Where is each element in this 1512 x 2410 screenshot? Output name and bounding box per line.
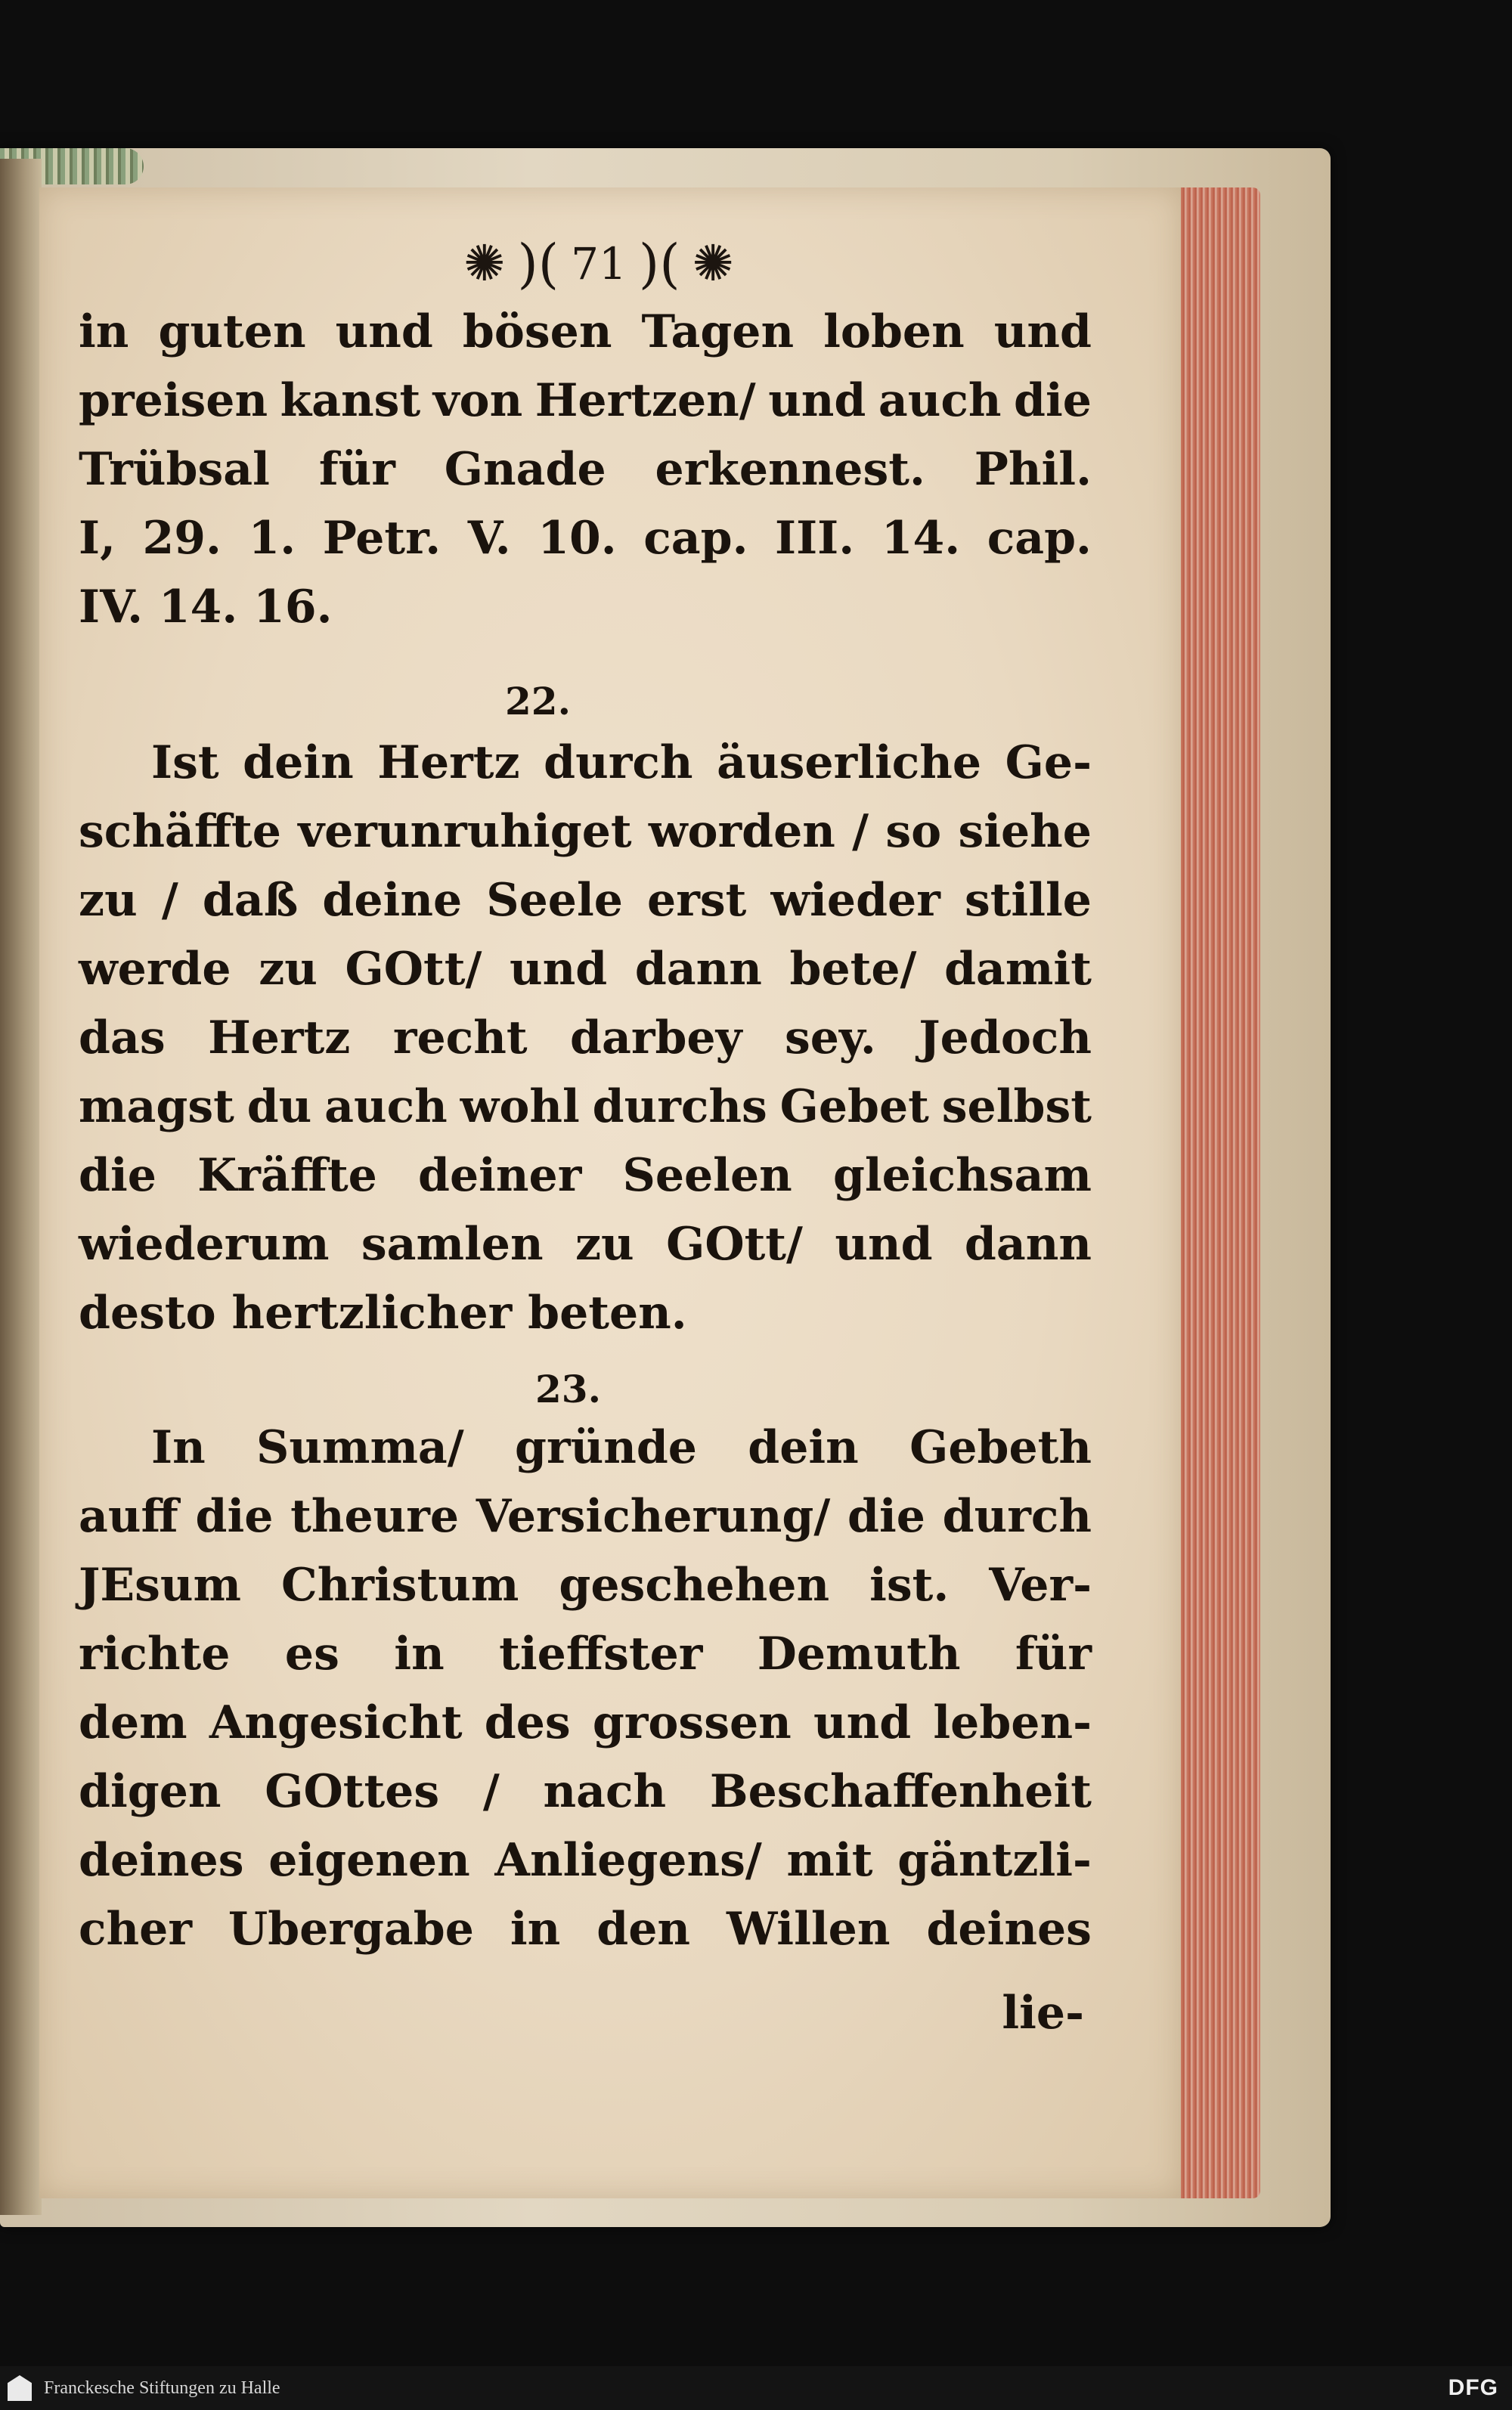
word: recht: [392, 1011, 528, 1064]
word: dein: [748, 1421, 859, 1474]
word: deines: [926, 1903, 1092, 1956]
word: samlen: [361, 1218, 544, 1271]
dfg-logo: DFG: [1448, 2375, 1498, 2400]
word: deine: [322, 874, 463, 927]
word: das: [79, 1011, 166, 1064]
word: auch: [324, 1080, 448, 1133]
word: und: [813, 1696, 912, 1749]
word: Tagen: [641, 305, 795, 358]
word: zu: [575, 1218, 634, 1271]
word: Jedoch: [919, 1011, 1092, 1064]
intro-paragraph: [79, 298, 1092, 642]
word: äuserliche: [717, 736, 982, 789]
word: Gebet: [779, 1080, 929, 1133]
word: ist.: [869, 1559, 950, 1612]
footer-bar: [0, 2366, 1512, 2410]
word: dein: [243, 736, 354, 789]
word: JEsum: [79, 1559, 242, 1612]
word: des: [484, 1696, 571, 1749]
word: für: [1015, 1628, 1092, 1680]
word: tieffster: [499, 1628, 703, 1680]
word: theure: [290, 1490, 460, 1543]
word: darbey: [570, 1011, 742, 1064]
word: die: [847, 1490, 925, 1543]
word: Gnade: [444, 443, 606, 496]
word: loben: [823, 305, 965, 358]
institution-logo-icon: [8, 2375, 32, 2401]
text-line: [79, 866, 1092, 935]
word: 1.: [248, 512, 296, 565]
word: Hertzen/: [534, 374, 756, 427]
word: Angesicht: [209, 1696, 463, 1749]
word: gleichsam: [832, 1149, 1092, 1202]
word: stille: [964, 874, 1092, 927]
word: Beschaffenheit: [709, 1765, 1092, 1818]
word: mit: [786, 1834, 873, 1887]
word: zu: [259, 943, 318, 996]
section-number-22: 22.: [505, 679, 571, 723]
word: richte: [79, 1628, 231, 1680]
text-line: [79, 1004, 1092, 1073]
word: geschehen: [559, 1559, 830, 1612]
word: Gebeth: [909, 1421, 1092, 1474]
word: cher: [79, 1903, 192, 1956]
text-line: [79, 1895, 1092, 1964]
word: I,: [79, 512, 116, 565]
word: preisen: [79, 374, 268, 427]
word: und: [768, 374, 866, 427]
word: 14.: [881, 512, 961, 565]
word: Christum: [281, 1559, 519, 1612]
institution-name: Franckesche Stiftungen zu Halle: [44, 2378, 280, 2398]
word: in: [510, 1903, 561, 1956]
catchword: lie-: [1002, 1987, 1084, 2040]
word: /: [161, 874, 178, 927]
word: /: [482, 1765, 500, 1818]
word: V.: [467, 512, 511, 565]
text-line: [79, 1758, 1092, 1826]
text-line: [79, 1073, 1092, 1141]
word: Petr.: [322, 512, 442, 565]
word: dem: [79, 1696, 187, 1749]
word: worden: [648, 805, 835, 858]
page-number: 71: [571, 238, 627, 290]
text-line: [79, 935, 1092, 1004]
word: Ist: [151, 736, 219, 789]
word: Willen: [726, 1903, 891, 1956]
word: digen: [79, 1765, 222, 1818]
word: gäntzli-: [897, 1834, 1092, 1887]
word: grossen: [592, 1696, 792, 1749]
word: GOtt/: [666, 1218, 803, 1271]
word: GOtt/: [345, 943, 482, 996]
word: Anliegens/: [494, 1834, 762, 1887]
word: und: [510, 943, 608, 996]
text-line: [79, 1210, 1092, 1279]
word: erkennest.: [655, 443, 925, 496]
text-line: [79, 1551, 1092, 1620]
word: Summa/: [256, 1421, 464, 1474]
word: leben-: [933, 1696, 1092, 1749]
word: wohl: [460, 1080, 580, 1133]
word: III.: [775, 512, 855, 565]
text-line: [79, 1141, 1092, 1210]
word: deines: [79, 1834, 244, 1887]
word: so: [885, 805, 942, 858]
word: dann: [964, 1218, 1092, 1271]
text-line: [79, 298, 1092, 367]
word: kanst: [280, 374, 421, 427]
word: schäffte: [79, 805, 281, 858]
word: den: [596, 1903, 691, 1956]
word: deiner: [418, 1149, 582, 1202]
word: Ubergabe: [228, 1903, 474, 1956]
word: gründe: [515, 1421, 697, 1474]
paren-left: )(: [517, 233, 559, 295]
text-line: [79, 504, 1092, 573]
word: in: [79, 305, 129, 358]
section-22-paragraph: [79, 729, 1092, 1348]
word: durch: [942, 1490, 1092, 1543]
word: werde: [79, 943, 231, 996]
text-line: desto hertzlicher beten.: [79, 1287, 687, 1340]
section-23-paragraph: [79, 1414, 1092, 1964]
text-line: [79, 1414, 1092, 1482]
text-line: [79, 729, 1092, 798]
word: Phil.: [974, 443, 1092, 496]
word: GOttes: [265, 1765, 440, 1818]
word: dann: [634, 943, 762, 996]
word: eigenen: [268, 1834, 470, 1887]
word: bete/: [789, 943, 917, 996]
word: in: [394, 1628, 445, 1680]
text-line: [79, 1482, 1092, 1551]
rosette-ornament-icon: ✺: [463, 234, 506, 293]
word: zu: [79, 874, 138, 927]
page-header: [402, 230, 795, 298]
word: die: [1014, 374, 1092, 427]
word: siehe: [958, 805, 1092, 858]
word: nach: [543, 1765, 667, 1818]
word: erst: [647, 874, 747, 927]
word: und: [335, 305, 433, 358]
word: die: [79, 1149, 156, 1202]
paren-right: )(: [638, 233, 680, 295]
text-line: [79, 1689, 1092, 1758]
word: cap.: [643, 512, 748, 565]
word: auff: [79, 1490, 178, 1543]
book-page: [39, 187, 1181, 2198]
word: damit: [944, 943, 1092, 996]
word: Kräffte: [197, 1149, 377, 1202]
word: bösen: [462, 305, 612, 358]
word: Seelen: [622, 1149, 792, 1202]
word: Ge-: [1005, 736, 1092, 789]
text-line: [79, 1826, 1092, 1895]
word: wiederum: [79, 1218, 330, 1271]
text-line: IV. 14. 16.: [79, 581, 333, 633]
word: cap.: [987, 512, 1092, 565]
word: verunruhiget: [298, 805, 632, 858]
word: selbst: [941, 1080, 1092, 1133]
word: Hertz: [208, 1011, 351, 1064]
word: 29.: [142, 512, 222, 565]
word: wieder: [770, 874, 940, 927]
word: daß: [202, 874, 299, 927]
text-line: [79, 1620, 1092, 1689]
text-line: [79, 367, 1092, 435]
word: magst: [79, 1080, 234, 1133]
word: für: [318, 443, 395, 496]
word: durchs: [592, 1080, 767, 1133]
word: auch: [878, 374, 1002, 427]
word: Trübsal: [79, 443, 270, 496]
word: Demuth: [757, 1628, 961, 1680]
section-number-23: 23.: [535, 1367, 601, 1411]
word: und: [993, 305, 1092, 358]
word: sey.: [784, 1011, 876, 1064]
left-binding: [0, 159, 42, 2215]
word: von: [432, 374, 523, 427]
word: und: [835, 1218, 933, 1271]
word: /: [852, 805, 869, 858]
word: durch: [544, 736, 693, 789]
word: es: [284, 1628, 339, 1680]
red-fore-edge: [1176, 187, 1260, 2198]
word: Versicherung/: [476, 1490, 831, 1543]
word: Ver-: [989, 1559, 1092, 1612]
text-line: [79, 435, 1092, 504]
text-line: [79, 798, 1092, 866]
word: Hertz: [377, 736, 520, 789]
word: Seele: [486, 874, 623, 927]
word: du: [246, 1080, 312, 1133]
word: guten: [158, 305, 306, 358]
rosette-ornament-icon: ✺: [692, 234, 734, 293]
word: 10.: [538, 512, 617, 565]
word: In: [151, 1421, 206, 1474]
word: die: [195, 1490, 274, 1543]
